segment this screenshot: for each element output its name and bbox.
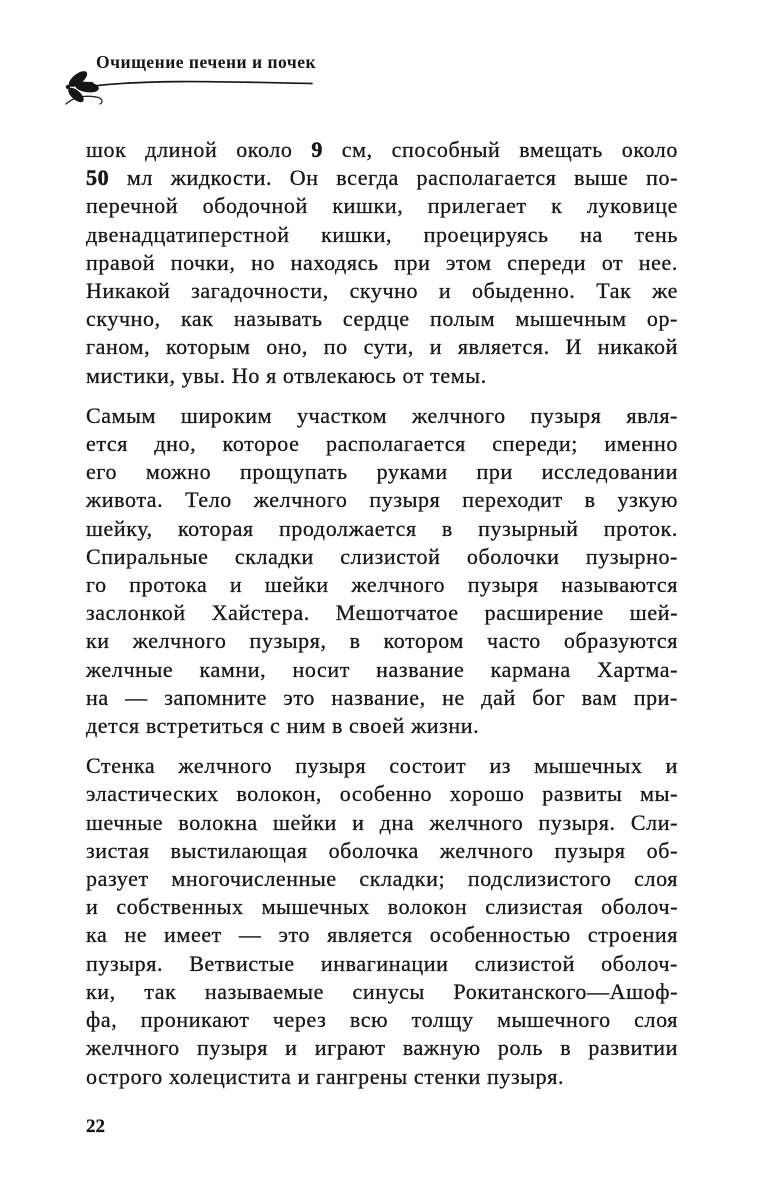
text-line: пузыря. Ветвистые инвагинации слизистой оболоч- — [86, 950, 678, 976]
text-line: двенадцатиперстной кишки, проецируясь на тень — [86, 221, 678, 247]
text-line: 50 мл жидкости. Он всегда располагается выше по- — [86, 165, 678, 191]
text-line: желчные камни, носит название кармана Хартма- — [86, 656, 678, 682]
text-line: Самым широким участком желчного пузыря явля- — [86, 402, 678, 428]
text-line: эластических волокон, особенно хорошо развиты мы- — [86, 781, 678, 807]
text-line: и собственных мышечных волокон слизистая оболоч- — [86, 894, 678, 920]
text-line: Никакой загадочности, скучно и обыденно. Так же — [86, 278, 678, 304]
text-line: перечной ободочной кишки, прилегает к луковице — [86, 193, 678, 219]
text-line: мистики, увы. Но я отвлекаюсь от темы. — [86, 362, 487, 388]
text-line: разует многочисленные складки; подслизистого слоя — [86, 866, 678, 892]
paragraph — [86, 752, 678, 1090]
page-number: 22 — [86, 1116, 105, 1137]
text-line: шейку, которая продолжается в пузырный проток. — [86, 515, 678, 541]
running-header-title: Очищение печени и почек — [96, 52, 317, 72]
floral-flourish-icon — [56, 66, 316, 114]
text-line: ки желчного пузыря, в котором часто образуются — [86, 628, 678, 654]
text-line: заслонкой Хайстера. Мешотчатое расширение шей- — [86, 600, 678, 626]
text-line: ки, так называемые синусы Рокитанского—Ашоф- — [86, 978, 678, 1004]
text-line: зистая выстилающая оболочка желчного пузыря об- — [86, 837, 678, 863]
text-line: ганом, которым оно, по сути, и является. И никакой — [86, 334, 678, 360]
text-line: дется встретиться с ним в своей жизни. — [86, 713, 480, 739]
text-line: Спиральные складки слизистой оболочки пузырно- — [86, 543, 678, 569]
paragraph — [86, 402, 678, 740]
body-text — [86, 136, 678, 1091]
text-line: на — запомните это название, не дай бог вам при- — [86, 684, 678, 710]
text-line: правой почки, но находясь при этом спереди от нее. — [86, 249, 678, 275]
text-line: живота. Тело желчного пузыря переходит в узкую — [86, 487, 678, 513]
text-line: фа, проникают через всю толщу мышечного слоя — [86, 1007, 678, 1033]
text-line: Стенка желчного пузыря состоит из мышечных и — [86, 753, 678, 779]
text-line: шок длиной около 9 см, способный вмещать около — [86, 137, 678, 162]
text-line: ется дно, которое располагается спереди; именно — [86, 431, 678, 457]
text-line: его можно прощупать руками при исследовании — [86, 459, 678, 485]
text-line: шечные волокна шейки и дна желчного пузыря. Сли- — [86, 809, 678, 835]
text-line: острого холецистита и гангрены стенки пузыря. — [86, 1063, 565, 1089]
text-line: скучно, как называть сердце полым мышечным ор- — [86, 306, 678, 332]
paragraph — [86, 136, 678, 390]
text-line: желчного пузыря и играют важную роль в развитии — [86, 1035, 678, 1061]
text-line: го протока и шейки желчного пузыря называются — [86, 572, 678, 598]
text-line: ка не имеет — это является особенностью строения — [86, 922, 678, 948]
